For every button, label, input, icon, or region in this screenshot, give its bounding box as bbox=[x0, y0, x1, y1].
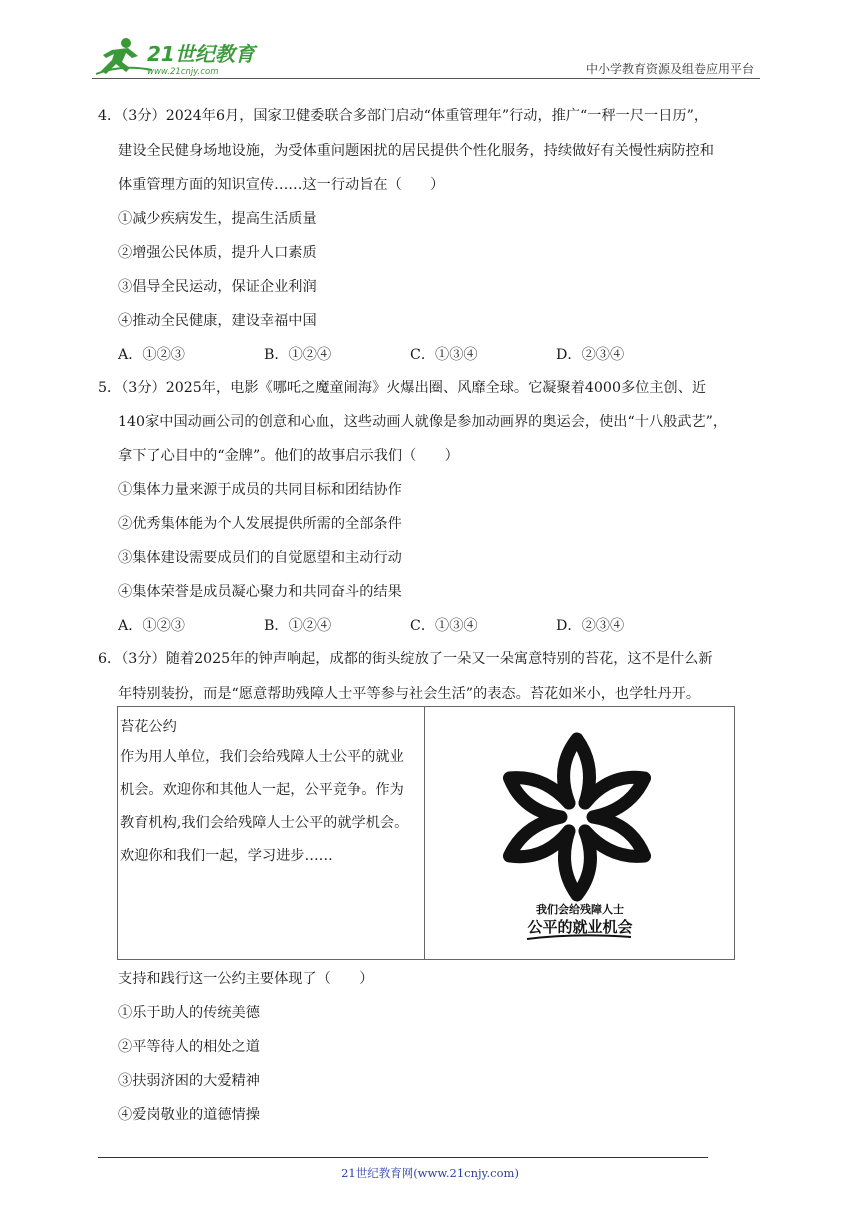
question-6-options bbox=[118, 962, 373, 1132]
question-4-line: 4．（3分）2024年6月，国家卫健委联合多部门启动“体重管理年”行动，推广“一秤一尺一日历”， bbox=[98, 108, 709, 124]
pledge-image-cell bbox=[425, 707, 734, 959]
pledge-line: 欢迎你和我们一起，学习进步…… bbox=[120, 848, 333, 864]
choice-b[interactable]: B．①②④ bbox=[264, 618, 332, 634]
question-4-statement: ①减少疾病发生，提高生活质量 bbox=[118, 210, 317, 227]
choice-d[interactable]: D．②③④ bbox=[556, 346, 625, 363]
choice-d[interactable]: D．②③④ bbox=[556, 618, 625, 634]
question-6-statement: ②平等待人的相处之道 bbox=[118, 1039, 260, 1055]
question-6-line: 6．（3分）随着2025年的钟声响起，成都的街头绽放了一朵又一朵寓意特别的苔花，这不是什么新 bbox=[98, 651, 713, 667]
pledge-text-cell bbox=[118, 707, 425, 959]
question-5-statement: ②优秀集体能为个人发展提供所需的全部条件 bbox=[118, 516, 402, 532]
pledge-table bbox=[117, 706, 735, 960]
question-4 bbox=[98, 100, 768, 372]
question-6-line: 年特别装扮，而是“愿意帮助残障人士平等参与社会生活”的表态。苔花如米小，也学牡丹开。 bbox=[118, 685, 701, 702]
logo-caption-line2: 公平的就业机会 bbox=[527, 918, 633, 936]
question-5-choices bbox=[98, 609, 768, 643]
pledge-line: 教育机构,我们会给残障人士公平的就学机会。 bbox=[120, 815, 409, 831]
footer-link[interactable]: 21世纪教育网(www.21cnjy.com) bbox=[341, 1166, 519, 1180]
question-5-line: 140家中国动画公司的创意和心血，这些动画人就像是参加动画界的奥运会，使出“十八般武艺”， bbox=[118, 414, 728, 430]
logo-text: 21世纪教育 bbox=[147, 42, 255, 66]
question-6-stem: 支持和践行这一公约主要体现了（ ） bbox=[118, 971, 374, 987]
question-6-statement: ④爱岗敬业的道德情操 bbox=[118, 1107, 260, 1123]
pledge-line: 机会。欢迎你和其他人一起，公平竞争。作为 bbox=[120, 782, 404, 798]
footer-divider bbox=[98, 1157, 708, 1158]
question-6-statement: ③扶弱济困的大爱精神 bbox=[118, 1073, 260, 1089]
choice-c[interactable]: C．①③④ bbox=[410, 346, 478, 363]
question-4-statement: ④推动全民健康，建设幸福中国 bbox=[118, 312, 317, 329]
platform-tagline: 中小学教育资源及组卷应用平台 bbox=[585, 62, 754, 76]
question-6-statement: ①乐于助人的传统美德 bbox=[118, 1005, 260, 1021]
question-5-statement: ①集体力量来源于成员的共同目标和团结协作 bbox=[118, 482, 402, 498]
question-4-statement: ②增强公民体质，提升人口素质 bbox=[118, 244, 317, 261]
logo-caption-line1: 我们会给残障人士 bbox=[536, 903, 624, 916]
questions-area bbox=[98, 100, 768, 711]
site-logo bbox=[92, 34, 262, 80]
question-4-line: 建设全民健身场地设施，为受体重问题困扰的居民提供个性化服务，持续做好有关慢性病防控和 bbox=[118, 142, 714, 159]
question-5-line: 拿下了心目中的“金牌”。他们的故事启示我们（ ） bbox=[118, 448, 459, 464]
choice-b[interactable]: B．①②④ bbox=[264, 346, 332, 363]
moss-flower-icon bbox=[425, 707, 733, 959]
choice-a[interactable]: A．①②③ bbox=[118, 618, 185, 634]
question-4-line: 体重管理方面的知识宣传……这一行动旨在（ ） bbox=[118, 176, 445, 193]
header-divider bbox=[92, 78, 760, 79]
question-5 bbox=[98, 372, 768, 644]
pledge-title: 苔花公约 bbox=[120, 719, 177, 735]
logo-url: www.21cnjy.com bbox=[147, 67, 219, 77]
question-4-statement: ③倡导全民运动，保证企业利润 bbox=[118, 278, 317, 295]
pledge-line: 作为用人单位，我们会给残障人士公平的就业 bbox=[120, 749, 404, 765]
choice-a[interactable]: A．①②③ bbox=[118, 346, 185, 363]
runner-logo-icon bbox=[92, 34, 262, 80]
question-5-statement: ③集体建设需要成员们的自觉愿望和主动行动 bbox=[118, 550, 402, 566]
question-5-line: 5．（3分）2025年，电影《哪吒之魔童闹海》火爆出圈、风靡全球。它凝聚着4000多位主创、近 bbox=[98, 379, 707, 396]
question-4-choices bbox=[98, 338, 768, 372]
choice-c[interactable]: C．①③④ bbox=[410, 618, 478, 634]
question-6 bbox=[98, 643, 768, 711]
question-5-statement: ④集体荣誉是成员凝心聚力和共同奋斗的结果 bbox=[118, 584, 402, 600]
